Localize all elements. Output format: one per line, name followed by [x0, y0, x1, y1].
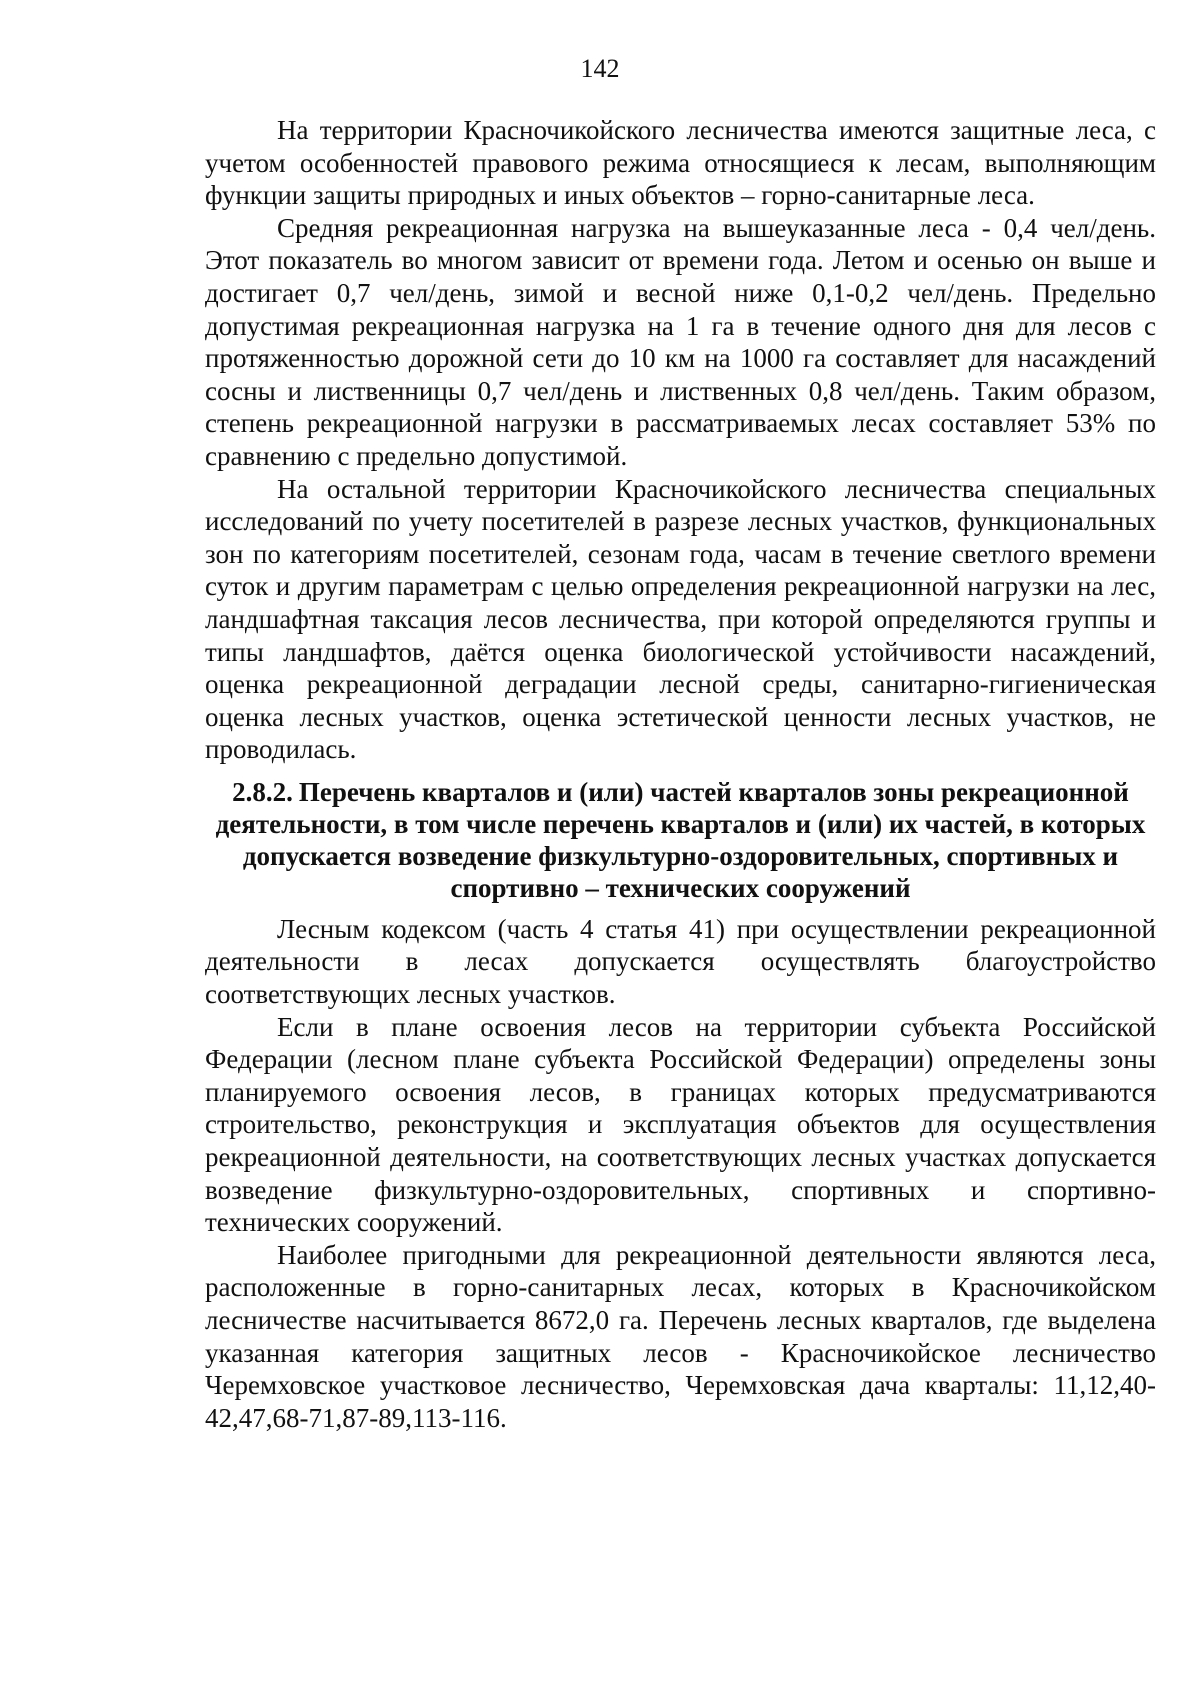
page-number: 142 — [580, 54, 620, 83]
paragraph-recreational-load: Средняя рекреационная нагрузка на вышеуказанные леса - 0,4 чел/день. Этот показатель во многом зависит от времени года. Летом и осенью он выше и достигает 0,7 чел/день, зимой и весной ниже 0,1-0,2 чел/день. Предельно допустимая рекреационная нагрузка на 1 га в течение одного дня для лесов с протяженностью дорожной сети до 10 км на 1000 га составляет для насаждений сосны и лиственницы 0,7 чел/день и лиственных 0,8 чел/день. Таким образом, степень рекреационной нагрузки в рассматриваемых лесах составляет 53% по сравнению с предельно допустимой. — [205, 212, 1156, 471]
paragraph-forest-code: Лесным кодексом (часть 4 статья 41) при осуществлении рекреационной деятельности в лесах допускается осуществлять благоустройство соответствующих лесных участков. — [205, 913, 1156, 1010]
paragraph-suitable-forests: Наиболее пригодными для рекреационной деятельности являются леса, расположенные в горно-санитарных лесах, которых в Красночикойском лесничестве насчитывается 8672,0 га. Перечень лесных кварталов, где выделена указанная категория защитных лесов - Красночикойское лесничество Черемховское участковое лесничество, Черемховская дача кварталы: 11,12,40-42,47,68-71,87-89,113-116. — [205, 1239, 1156, 1433]
paragraph-development-plan: Если в плане освоения лесов на территории субъекта Российской Федерации (лесном плане субъекта Российской Федерации) определены зоны планируемого освоения лесов, в границах которых предусматриваются строительство, реконструкция и эксплуатация объектов для осуществления рекреационной деятельности, на соответствующих лесных участках допускается возведение физкультурно-оздоровительных, спортивных и спортивно-технических сооружений. — [205, 1011, 1156, 1238]
section-number: 2.8.2. — [232, 776, 293, 807]
section-title: Перечень кварталов и (или) частей кварталов зоны рекреационной деятельности, в том числе перечень кварталов и (или) их частей, в которых допускается возведение физкультурно-оздоровительных, спортивных и спортивно – технических сооружений — [215, 776, 1146, 903]
paragraph-protective-forests: На территории Красночикойского лесничества имеются защитные леса, с учетом особенностей правового режима относящиеся к лесам, выполняющим функции защиты природных и иных объектов – горно-санитарные леса. — [205, 115, 1156, 211]
paragraph-no-studies: На остальной территории Красночикойского лесничества специальных исследований по учету посетителей в разрезе лесных участков, функциональных зон по категориям посетителей, сезонам года, часам в течение светлого времени суток и другим параметрам с целью определения рекреационной нагрузки на лес, ландшафтная таксация лесов лесничества, при которой определяются группы и типы ландшафтов, даётся оценка биологической устойчивости насаждений, оценка рекреационной деградации лесной среды, санитарно-гигиеническая оценка лесных участков, оценка эстетической ценности лесных участков, не проводилась. — [205, 473, 1156, 765]
page-content — [205, 114, 1156, 1434]
section-heading — [205, 776, 1156, 904]
